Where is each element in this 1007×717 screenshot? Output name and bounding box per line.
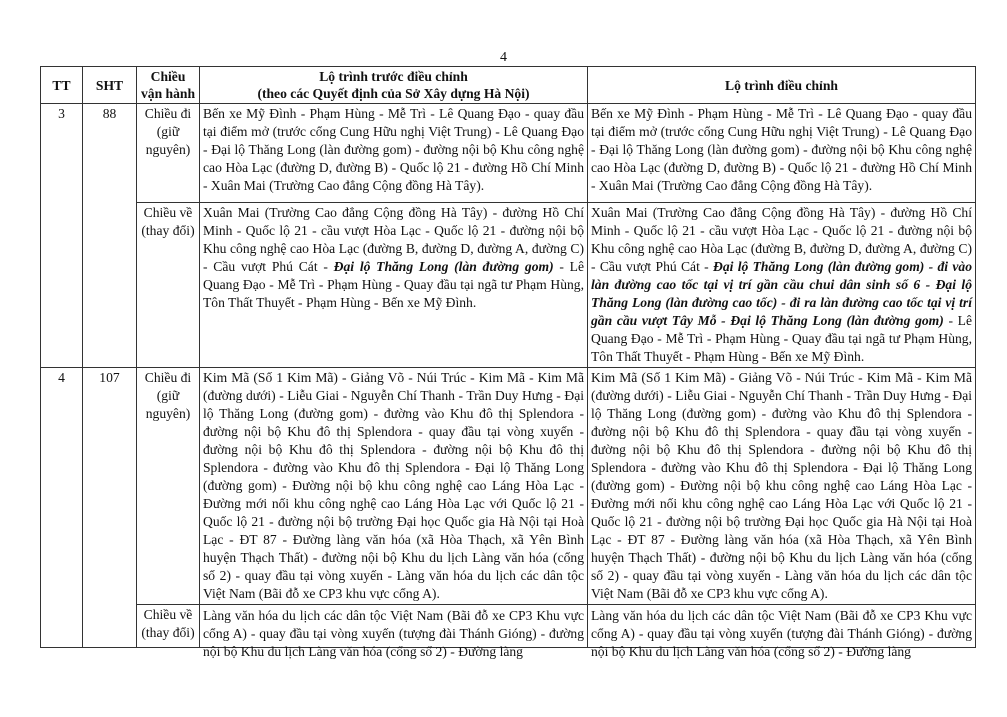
direction-cell xyxy=(137,605,200,648)
route-text: - Lê Quang Đạo - Mễ Trì - Phạm Hùng - Quay đầu tại ngã tư Phạm Hùng, Tôn Thất Thuyết - Phạm Hùng - Bến xe Mỹ Đình. xyxy=(591,313,972,364)
row-tt: 4 xyxy=(41,368,83,648)
header-before xyxy=(200,67,588,104)
route-after-cell: Kim Mã (Số 1 Kim Mã) - Giảng Võ - Núi Trúc - Kim Mã - Kim Mã (đường dưới) - Liễu Giai - Nguyễn Chí Thanh - Trần Duy Hưng - Đại lộ Thăng Long (đường gom) - đường vào Khu đô thị Splendora - đường nội bộ Khu đô thị Splendora - quay đầu tại vòng xuyến - đường nội bộ Khu đô thị Splendora - đường nội bộ Khu đô thị Splendora - đường vào Khu đô thị Splendora - Đại lộ Thăng Long (đường gom) - Đường nội bộ khu công nghệ cao Láng Hòa Lạc - Đường mới nối khu công nghệ cao Láng Hòa Lạc với Quốc lộ 21 - Quốc lộ 21 - đường nội bộ trường Đại học Quốc gia Hà Nội tại Hoà Lạc - ĐT 87 - Đường làng văn hóa (xã Hòa Thạch, xã Yên Bình huyện Thạch Thất) - đường nội bộ Khu du lịch Làng văn hóa (cổng số 2) - quay đầu tại vòng xuyến - Làng văn hóa du lịch các dân tộc Việt Nam (Bãi đỗ xe CP3 khu vực cổng A). xyxy=(588,368,976,605)
row-sht: 107 xyxy=(83,368,137,648)
header-before-title: Lộ trình trước điều chỉnh xyxy=(319,69,468,84)
header-after: Lộ trình điều chỉnh xyxy=(588,67,976,104)
route-before-cell: Bến xe Mỹ Đình - Phạm Hùng - Mễ Trì - Lê Quang Đạo - quay đầu tại điểm mở (trước cổng Cung Hữu nghị Việt Trung) - Lê Quang Đạo - Đại lộ Thăng Long (làn đường gom) - đường nội bộ Khu công nghệ cao Hòa Lạc (đường D, đường B) - Quốc lộ 21 - đường Hồ Chí Minh - Xuân Mai (Trường Cao đẳng Cộng đồng Hà Tây). xyxy=(200,104,588,203)
table-header-row xyxy=(41,67,976,104)
row-sht: 88 xyxy=(83,104,137,368)
route-before-cell xyxy=(200,203,588,368)
direction-cell: Chiều đi (giữ nguyên) xyxy=(137,104,200,203)
route-text-emphasis: Đại lộ Thăng Long (làn đường gom) xyxy=(333,259,554,274)
header-before-subtitle: (theo các Quyết định của Sở Xây dựng Hà Nội) xyxy=(257,86,530,101)
direction-cell: Chiều về (thay đổi) xyxy=(137,203,200,368)
route-text: - Lê Quang Đạo - Mễ Trì - Phạm Hùng - Quay đầu tại ngã tư Phạm Hùng, Tôn Thất Thuyết - Phạm Hùng - Bến xe Mỹ Đình. xyxy=(203,259,584,310)
table-row xyxy=(41,203,976,368)
header-sht: SHT xyxy=(83,67,137,104)
route-before-cell: Kim Mã (Số 1 Kim Mã) - Giảng Võ - Núi Trúc - Kim Mã - Kim Mã (đường dưới) - Liễu Giai - Nguyễn Chí Thanh - Trần Duy Hưng - Đại lộ Thăng Long (đường gom) - đường vào Khu đô thị Splendora - đường nội bộ Khu đô thị Splendora - quay đầu tại vòng xuyến - đường nội bộ Khu đô thị Splendora - đường nội bộ Khu đô thị Splendora - đường vào Khu đô thị Splendora - Đại lộ Thăng Long (đường gom) - Đường nội bộ khu công nghệ cao Láng Hòa Lạc - Đường mới nối khu công nghệ cao Láng Hòa Lạc với Quốc lộ 21 - Quốc lộ 21 - đường nội bộ trường Đại học Quốc gia Hà Nội tại Hoà Lạc - ĐT 87 - Đường làng văn hóa (xã Hòa Thạch, xã Yên Bình huyện Thạch Thất) - đường nội bộ Khu du lịch Làng văn hóa (cổng số 2) - quay đầu tại vòng xuyến - Làng văn hóa du lịch các dân tộc Việt Nam (Bãi đỗ xe CP3 khu vực cổng A). xyxy=(200,368,588,605)
route-text: Xuân Mai (Trường Cao đẳng Cộng đồng Hà Tây) - đường Hồ Chí Minh - Quốc lộ 21 - cầu vượt Hòa Lạc - Quốc lộ 21 - đường nội bộ Khu công nghệ cao Hòa Lạc (đường B, đường D, đường A, đường C) - Cầu vượt Phú Cát - xyxy=(591,205,972,274)
header-tt: TT xyxy=(41,67,83,104)
route-before-cell xyxy=(200,605,588,659)
route-text: Làng văn hóa du lịch các dân tộc Việt Nam (Bãi đỗ xe CP3 Khu vực cổng A) - quay đầu tại vòng xuyến (tượng đài Thánh Gióng) - đường nội bộ Khu du lịch Làng văn hóa (cổng số 2) - Đường làng xyxy=(591,608,972,659)
route-text: Làng văn hóa du lịch các dân tộc Việt Nam (Bãi đỗ xe CP3 Khu vực cổng A) - quay đầu tại vòng xuyến (tượng đài Thánh Gióng) - đường nội bộ Khu du lịch Làng văn hóa (cổng số 2) - Đường làng xyxy=(203,608,584,659)
route-after-cell xyxy=(588,605,976,659)
page-number: 4 xyxy=(500,50,507,65)
route-after-cell: Bến xe Mỹ Đình - Phạm Hùng - Mễ Trì - Lê Quang Đạo - quay đầu tại điểm mở (trước cổng Cung Hữu nghị Việt Trung) - Lê Quang Đạo - Đại lộ Thăng Long (làn đường gom) - đường nội bộ Khu công nghệ cao Hòa Lạc (đường D, đường B) - Quốc lộ 21 - đường Hồ Chí Minh - Xuân Mai (Trường Cao đẳng Cộng đồng Hà Tây). xyxy=(588,104,976,203)
direction-text: Chiều về (thay đổi) xyxy=(141,607,195,640)
route-text-emphasis: Đại lộ Thăng Long (làn đường gom) - đi vào làn đường cao tốc tại vị trí gần cầu chui dân sinh số 6 - Đại lộ Thăng Long (làn đường cao tốc) - đi ra làn đường cao tốc tại vị trí gần cầu vượt Tây Mỗ - Đại lộ Thăng Long (làn đường gom) xyxy=(591,259,972,328)
route-after-cell xyxy=(588,203,976,368)
row-tt: 3 xyxy=(41,104,83,368)
route-text: Xuân Mai (Trường Cao đẳng Cộng đồng Hà Tây) - đường Hồ Chí Minh - Quốc lộ 21 - cầu vượt Hòa Lạc - Quốc lộ 21 - đường nội bộ Khu công nghệ cao Hòa Lạc (đường B, đường D, đường A, đường C) - Cầu vượt Phú Cát - xyxy=(203,205,584,274)
header-direction: Chiều vận hành xyxy=(137,67,200,104)
table-row xyxy=(41,104,976,203)
table-row xyxy=(41,368,976,605)
route-table xyxy=(40,66,976,659)
table-row xyxy=(41,605,976,648)
direction-cell: Chiều đi (giữ nguyên) xyxy=(137,368,200,605)
